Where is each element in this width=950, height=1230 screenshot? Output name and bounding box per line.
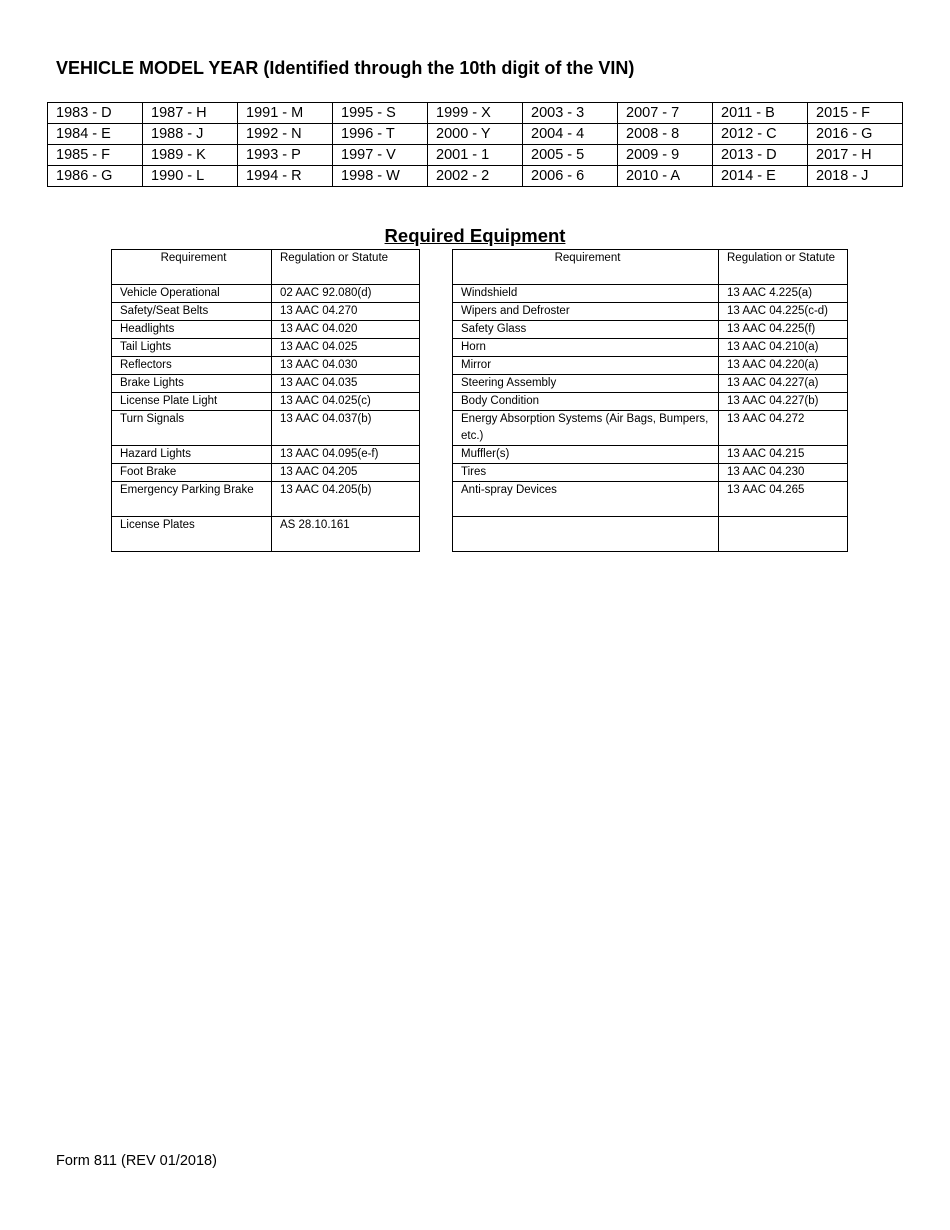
table-row [112,393,420,411]
table-cell: 2001 - 1 [428,145,523,166]
table-cell: 2017 - H [808,145,903,166]
table-cell [453,517,719,552]
table-cell: 2015 - F [808,103,903,124]
table-cell: 13 AAC 04.095(e-f) [272,446,420,464]
column-header-regulation: Regulation or Statute [272,250,420,285]
table-row [112,464,420,482]
table-cell: Steering Assembly [453,375,719,393]
table-row [112,482,420,517]
right-table-body [453,285,848,552]
table-cell: 2005 - 5 [523,145,618,166]
table-cell: 13 AAC 04.035 [272,375,420,393]
table-row [453,375,848,393]
table-cell: Tires [453,464,719,482]
table-cell: 13 AAC 04.225(f) [719,321,848,339]
table-cell: 13 AAC 04.220(a) [719,357,848,375]
table-header-row [453,250,848,285]
table-row [112,446,420,464]
table-cell: 2012 - C [713,124,808,145]
required-equipment-table-right [452,249,848,552]
table-header-row [112,250,420,285]
vin-year-row [48,166,903,187]
table-cell: Anti-spray Devices [453,482,719,517]
table-cell: AS 28.10.161 [272,517,420,552]
table-cell: 13 AAC 04.227(b) [719,393,848,411]
table-cell: Tail Lights [112,339,272,357]
table-cell: Brake Lights [112,375,272,393]
table-cell: 1995 - S [333,103,428,124]
table-cell: Wipers and Defroster [453,303,719,321]
table-cell: 2008 - 8 [618,124,713,145]
table-cell: Windshield [453,285,719,303]
table-row [453,339,848,357]
column-header-regulation: Regulation or Statute [719,250,848,285]
table-cell: 2018 - J [808,166,903,187]
table-cell: 13 AAC 04.210(a) [719,339,848,357]
table-row [112,321,420,339]
table-cell: 1994 - R [238,166,333,187]
table-cell: 2009 - 9 [618,145,713,166]
table-cell: 2007 - 7 [618,103,713,124]
table-cell: Turn Signals [112,411,272,446]
table-cell: Emergency Parking Brake [112,482,272,517]
table-cell: Safety/Seat Belts [112,303,272,321]
table-cell: 2014 - E [713,166,808,187]
table-cell: 13 AAC 04.205(b) [272,482,420,517]
table-cell: 1998 - W [333,166,428,187]
left-table-body [112,285,420,552]
table-row [453,464,848,482]
table-cell: 2011 - B [713,103,808,124]
table-cell: 1997 - V [333,145,428,166]
table-cell: 13 AAC 04.025 [272,339,420,357]
table-row [112,285,420,303]
table-cell: 1990 - L [143,166,238,187]
table-cell: 13 AAC 04.227(a) [719,375,848,393]
table-row [112,411,420,446]
column-header-requirement: Requirement [112,250,272,285]
table-cell: 2003 - 3 [523,103,618,124]
table-cell: License Plate Light [112,393,272,411]
table-cell: 2004 - 4 [523,124,618,145]
column-header-requirement: Requirement [453,250,719,285]
table-row [453,321,848,339]
table-cell: Hazard Lights [112,446,272,464]
table-cell: 2002 - 2 [428,166,523,187]
table-cell: 13 AAC 04.215 [719,446,848,464]
vin-year-row [48,103,903,124]
table-cell: 1988 - J [143,124,238,145]
table-cell [719,517,848,552]
table-row [112,303,420,321]
section-title: Required Equipment [384,225,566,246]
table-row [453,303,848,321]
vin-year-row [48,124,903,145]
form-number-footer: Form 811 (REV 01/2018) [56,1153,217,1169]
table-cell: 2010 - A [618,166,713,187]
table-cell: 13 AAC 04.265 [719,482,848,517]
table-cell: Muffler(s) [453,446,719,464]
table-row [453,517,848,552]
table-cell: 13 AAC 04.020 [272,321,420,339]
table-row [453,482,848,517]
table-cell: 1992 - N [238,124,333,145]
page-title: VEHICLE MODEL YEAR (Identified through the 10th digit of the VIN) [56,58,635,78]
table-cell: 2013 - D [713,145,808,166]
table-cell: 13 AAC 04.225(c-d) [719,303,848,321]
table-cell: 1984 - E [48,124,143,145]
table-row [112,357,420,375]
vin-year-row [48,145,903,166]
vin-year-table-body [48,103,903,187]
table-cell: 13 AAC 04.030 [272,357,420,375]
table-row [453,393,848,411]
table-cell: 13 AAC 04.270 [272,303,420,321]
table-cell: 1991 - M [238,103,333,124]
table-row [453,446,848,464]
table-cell: 2006 - 6 [523,166,618,187]
table-cell: Safety Glass [453,321,719,339]
table-cell: Foot Brake [112,464,272,482]
table-row [453,285,848,303]
table-cell: 1983 - D [48,103,143,124]
table-cell: 1985 - F [48,145,143,166]
vin-year-table [47,102,903,187]
table-cell: Reflectors [112,357,272,375]
table-cell: 2000 - Y [428,124,523,145]
table-cell: Body Condition [453,393,719,411]
table-cell: License Plates [112,517,272,552]
table-cell: 1996 - T [333,124,428,145]
table-cell: Headlights [112,321,272,339]
table-cell: 13 AAC 04.205 [272,464,420,482]
table-cell: 1987 - H [143,103,238,124]
table-cell: Horn [453,339,719,357]
table-cell: 1999 - X [428,103,523,124]
table-cell: 1993 - P [238,145,333,166]
table-cell: Mirror [453,357,719,375]
table-cell: Energy Absorption Systems (Air Bags, Bumpers, etc.) [453,411,719,446]
table-cell: 13 AAC 04.272 [719,411,848,446]
table-row [112,517,420,552]
table-cell: 02 AAC 92.080(d) [272,285,420,303]
table-cell: 1989 - K [143,145,238,166]
table-cell: 13 AAC 4.225(a) [719,285,848,303]
table-cell: 2016 - G [808,124,903,145]
table-row [453,411,848,446]
table-cell: 1986 - G [48,166,143,187]
required-equipment-table-left [111,249,420,552]
table-row [112,339,420,357]
table-row [453,357,848,375]
table-row [112,375,420,393]
table-cell: 13 AAC 04.230 [719,464,848,482]
table-cell: 13 AAC 04.025(c) [272,393,420,411]
table-cell: 13 AAC 04.037(b) [272,411,420,446]
table-cell: Vehicle Operational [112,285,272,303]
